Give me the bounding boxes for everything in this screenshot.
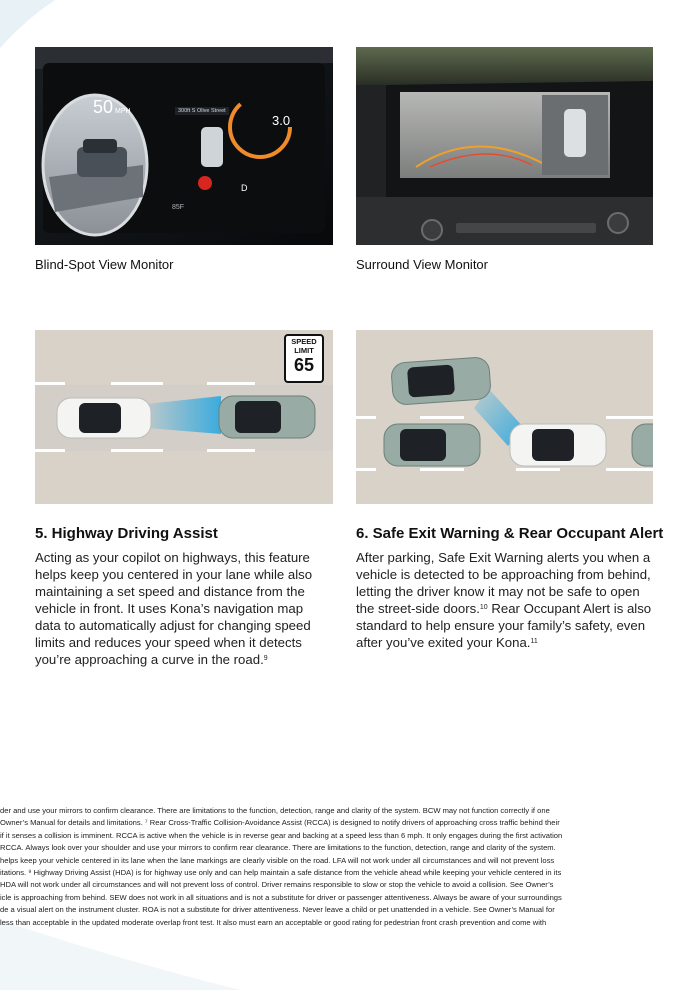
feature-6-note-2: 11: [530, 638, 538, 645]
footnote-line: helps keep your vehicle centered in its lane when the lane markings are clearly visible on the road. LFA will not work under all circumstances and will not prevent loss: [0, 855, 555, 865]
feature-5-text: Acting as your copilot on highways, this feature helps keep you centered in your lane while also maintaining a set speed and distance from the vehicle in front. It uses Kona’s navigation map data to automatically adjust for changing speed limits and reduces your speed when it detects you’re approaching a curve in the road.: [35, 550, 313, 667]
highway-driving-assist-illustration: [35, 330, 333, 504]
feature-5-heading: 5. Highway Driving Assist: [35, 525, 218, 542]
footnotes: [0, 805, 660, 929]
gear-indicator: D: [241, 183, 248, 193]
surround-view-monitor-image: [356, 47, 653, 245]
sign-value: 65: [293, 355, 315, 375]
speed-readout: [93, 97, 131, 118]
footnote-line: icle is approaching from behind. SEW does not work in all situations and is not a substitute for driver or passenger attentiveness. Always be aware of your surroundings: [0, 892, 562, 902]
sign-line-1: SPEED: [291, 337, 317, 346]
footnote-line: less than acceptable in the updated moderate overlap front test. It also must earn an acceptable or good rating for pedestrian front crash prevention and come with: [0, 917, 547, 927]
speed-unit: MPH: [115, 108, 131, 115]
sign-line-2: LIMIT: [294, 346, 314, 355]
feature-5-note: 9: [263, 655, 268, 662]
feature-6-body: [356, 549, 658, 651]
nav-text: 300ft S Olive Street: [175, 107, 229, 115]
blind-spot-monitor-image: [35, 47, 333, 245]
feature-6-text-2: Rear Occupant Alert is also standard to help ensure your family’s safety, even after you’ve exited your Kona.: [356, 601, 652, 650]
safe-exit-warning-illustration: [356, 330, 653, 504]
caption-blind-spot: Blind-Spot View Monitor: [35, 257, 174, 272]
footnote-line: if it senses a collision is imminent. RCCA is active when the vehicle is in reverse gear and backing at a speed less than 6 mph. It only engages during the first activation: [0, 830, 563, 840]
speed-value: 50: [93, 97, 114, 117]
feature-6-text-1: After parking, Safe Exit Warning alerts you when a vehicle is detected to be approaching from behind, letting the driver know it may not be safe to open the street-side doors.: [356, 550, 651, 616]
feature-5-body: [35, 549, 327, 668]
footnote-line: itations. ⁹ Highway Driving Assist (HDA) is for highway use only and can help maintain a safe distance from the vehicle ahead while keeping your vehicle centered in its: [0, 868, 562, 878]
footnote-line: Owner’s Manual for details and limitations. ⁷ Rear Cross-Traffic Collision-Avoidance Assist (RCCA) is designed to notify drivers of approaching cross traffic behind their: [0, 818, 560, 828]
caption-surround: Surround View Monitor: [356, 257, 488, 272]
footnote-line: der and use your mirrors to confirm clearance. There are limitations to the function, detection, range and clarity of the system. BCW may not function correctly if one: [0, 806, 550, 815]
cluster-value: 3.0: [272, 113, 291, 128]
footnote-line: de a visual alert on the instrument cluster. ROA is not a substitute for driver attentiveness. Never leave a child or pet unattended in a vehicle. See Owner’s Manual for: [0, 905, 555, 915]
footnote-line: RCCA. Always look over your shoulder and use your mirrors to confirm rear clearance. There are limitations to the function, detection, range and clarity of the system.: [0, 843, 556, 853]
feature-6-heading: 6. Safe Exit Warning & Rear Occupant Alert: [356, 525, 664, 542]
odometer-readout: 85F: [172, 204, 185, 211]
speed-limit-sign: [285, 337, 323, 375]
footnote-line: HDA will not work under all circumstances and will not prevent loss of control. Driver remains responsible to slow or stop the vehicle to avoid a collision. See Owner’s: [0, 880, 554, 890]
feature-6-note-1: 10: [479, 604, 488, 611]
